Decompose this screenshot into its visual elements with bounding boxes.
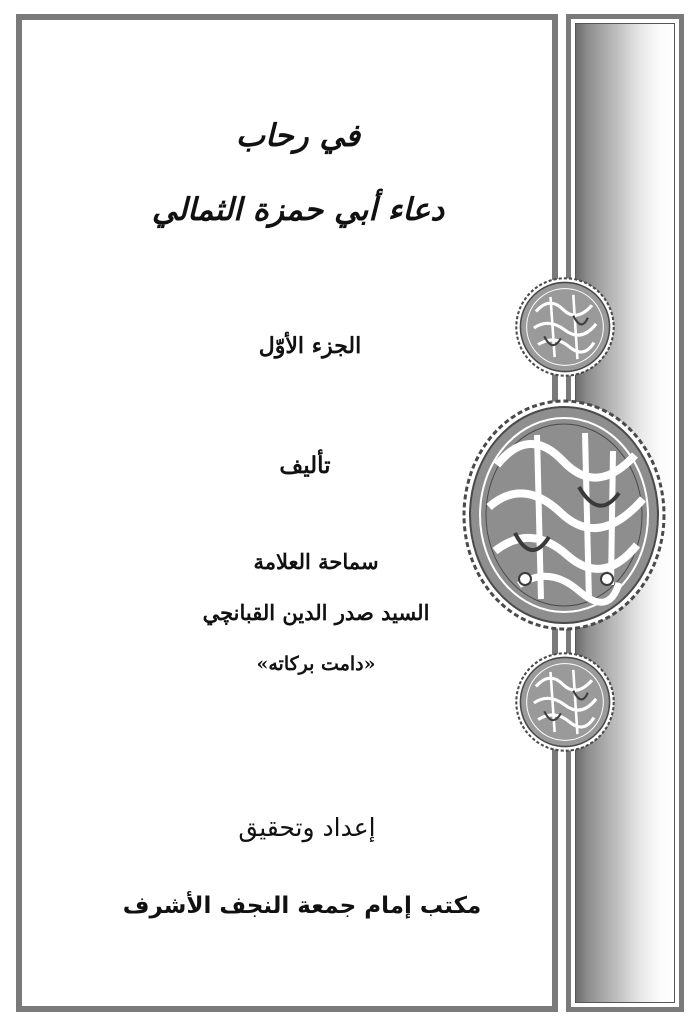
author-name: السيد صدر الدين القبانچي: [202, 600, 430, 625]
author-honorific: سماحة العلامة: [253, 549, 379, 574]
publisher-office: مكتب إمام جمعة النجف الأشرف: [122, 893, 482, 919]
calligraphy-medallion-icon: [458, 395, 670, 635]
cover-title-line1: في رحاب: [235, 118, 361, 154]
prepared-label: إعداد وتحقيق: [238, 813, 376, 842]
volume-label: الجزء الأوّل: [258, 333, 362, 359]
calligraphy-medallion-icon: [513, 270, 617, 384]
cover-title-line2: دعاء أبي حمزة الثمالي: [151, 192, 445, 228]
authorship-label: تأليف: [279, 452, 331, 479]
author-blessing: «دامت بركاته»: [256, 653, 376, 675]
